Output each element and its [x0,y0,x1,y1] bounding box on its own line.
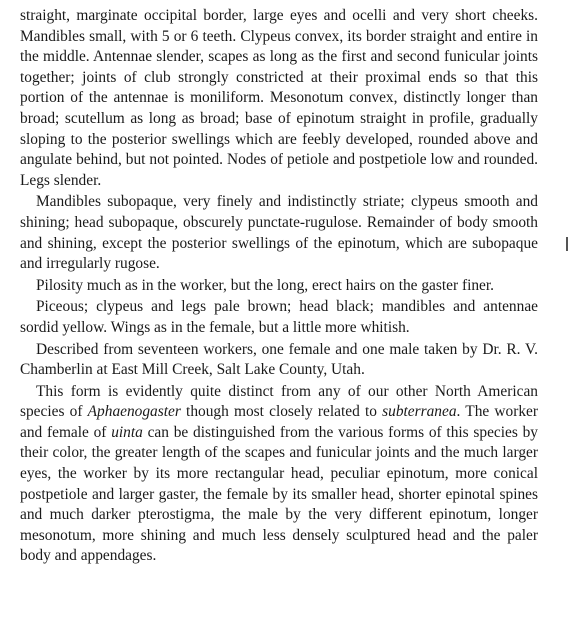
text-run: can be distinguished from the various forms of this species by their color, the greater length of the scapes and funicular joints and the much larger eyes, the worker by its more rectangular head, peculiar epinotum, more conical postpetiole and larger gaster, the female by its smaller head, shorter epinotal spines and much darker pterostigma, the male by the very different epinotum, longer mesonotum, more shining and much less densely sculptured head and the paler body and appendages. [20,423,539,565]
text-run: Mandibles subopaque, very finely and indistinctly striate; clypeus smooth and shining; head subopaque, obscurely punctate-rugulose. Remainder of body smooth and shining, except the posterior swellings of the epinotum, which are subopaque and irregularly rugose. [20,193,538,273]
text-run: straight, marginate occipital border, large eyes and ocelli and very short cheeks. Mandibles small, with 5 or 6 teeth. Clypeus convex, its border straight and entire in the middle. Antennae slender, scapes as long as the first and second funicular joints together; joints of club strongly constricted at their proximal ends so that this portion of the antennae is moniliform. Mesonotum convex, distinctly longer than broad; scutellum as long as broad; base of epinotum straight in profile, gradually sloping to the posterior swellings which are feebly developed, rounded above and angulate behind, but not pointed. Nodes of petiole and postpetiole low and rounded. Legs slender. [20,7,538,189]
paragraph-color [20,297,538,338]
text-run: Piceous; clypeus and legs pale brown; head black; mandibles and antennae sordid yellow. Wings as in the female, but a little more whitish. [20,298,538,336]
paragraph-comparison [20,382,538,567]
paragraph-male-description [20,6,538,191]
text-run: Pilosity much as in the worker, but the long, erect hairs on the gaster finer. [36,276,494,294]
text-run: . The worker and female of [20,403,539,441]
text-run: This form is evidently quite distinct from any of our other North American species of [20,382,538,421]
text-run: Described from seventeen workers, one female and one male taken by Dr. R. V. Chamberlin at East Mill Creek, Salt Lake County, Utah. [20,340,538,379]
paragraph-sculpture [20,192,538,274]
text-run: though most closely related to [180,403,383,421]
italic-term: subterranea [382,403,457,421]
italic-term: Aphaenogaster [87,403,181,421]
italic-term: uinta [111,423,143,441]
paragraph-type-locality [20,340,538,381]
margin-mark [566,237,568,251]
paragraph-pilosity [20,276,538,297]
